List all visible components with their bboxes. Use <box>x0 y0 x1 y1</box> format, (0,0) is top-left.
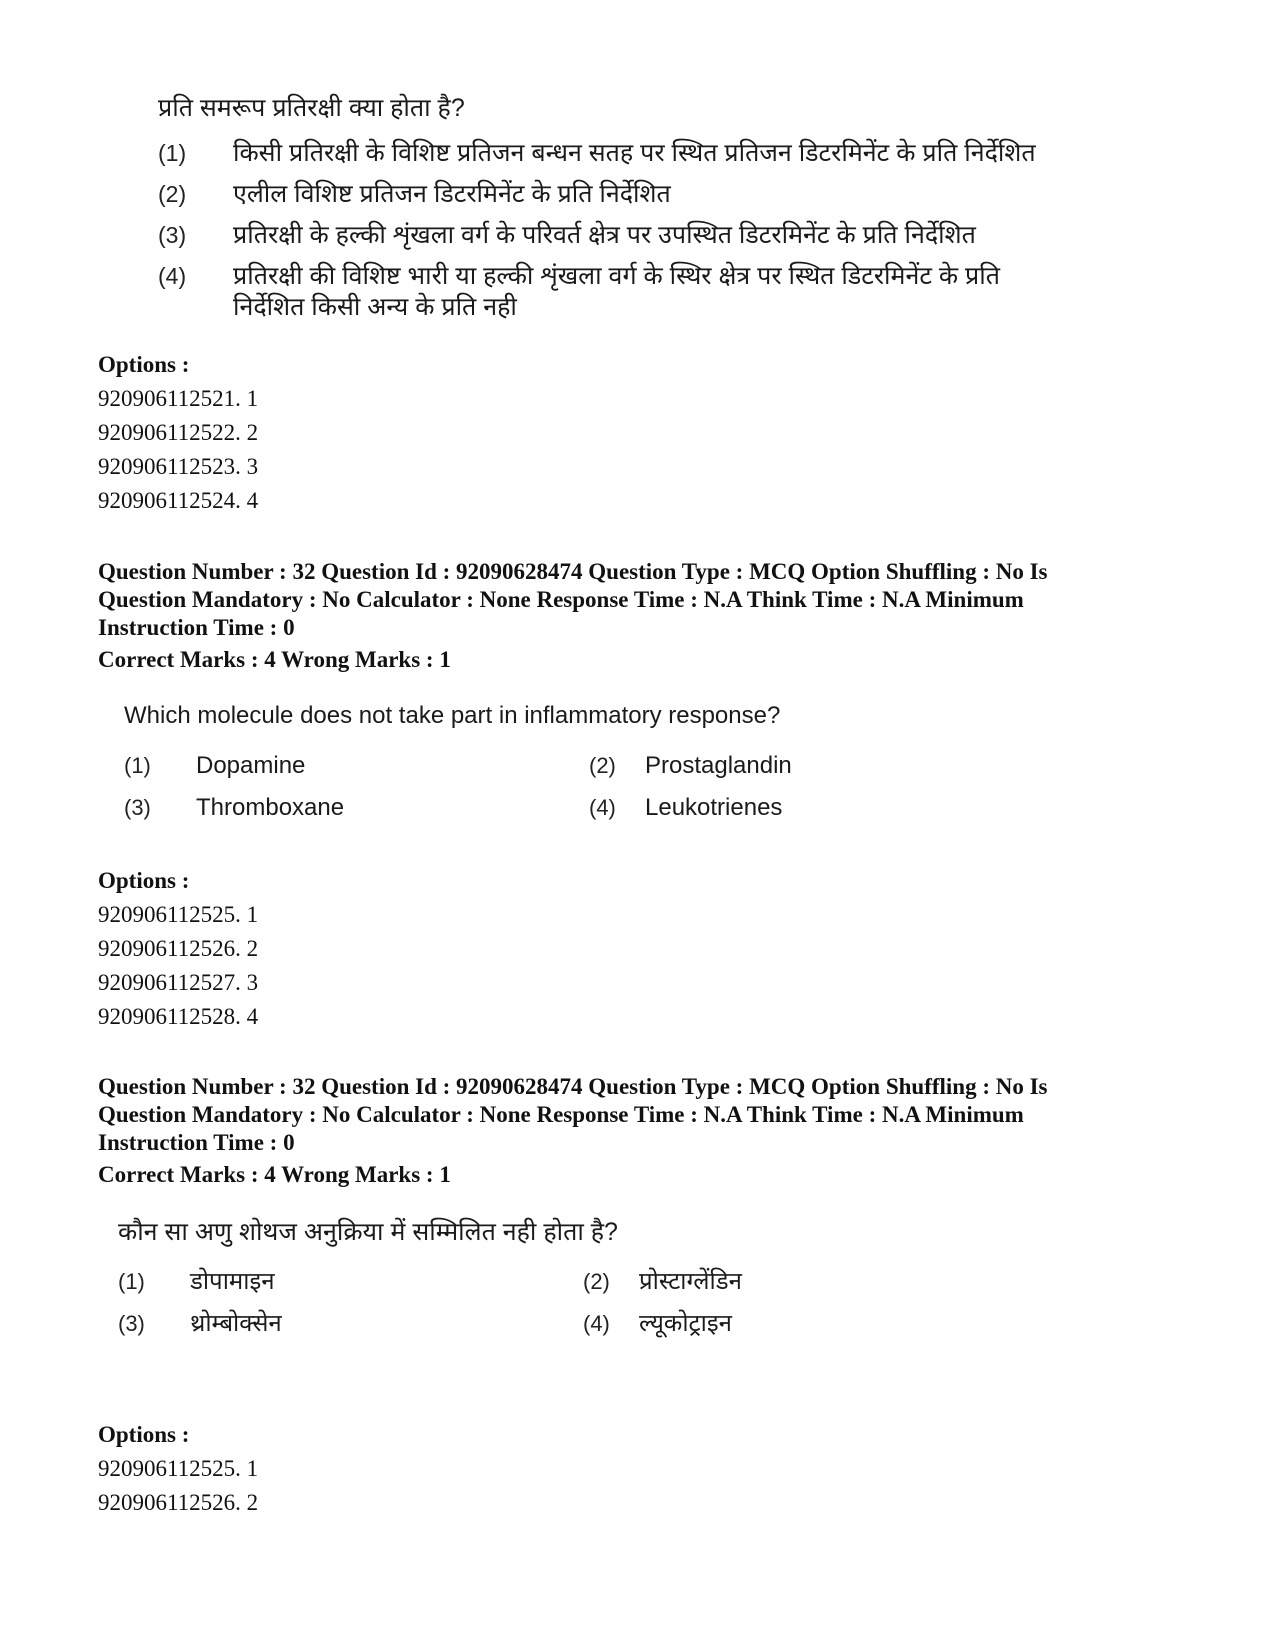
option-text: Thromboxane <box>196 794 345 821</box>
q32-en-question-block <box>124 700 1024 824</box>
option-text: थ्रोम्बोक्सेन <box>190 1310 282 1337</box>
option-id: 920906112521. 1 <box>98 386 259 411</box>
q31-option-4 <box>158 261 1018 323</box>
q32-hi-question-block <box>118 1216 1018 1340</box>
meta-line: Instruction Time : 0 <box>98 615 295 640</box>
q32-en-options-list <box>98 898 258 1034</box>
q32-en-marks: Correct Marks : 4 Wrong Marks : 1 <box>98 647 451 672</box>
q32-en-options-grid <box>124 750 1024 824</box>
meta-line: Instruction Time : 0 <box>98 1130 295 1155</box>
meta-line: Question Mandatory : No Calculator : None Response Time : N.A Think Time : N.A Minimum <box>98 1102 1024 1127</box>
option-id: 920906112524. 4 <box>98 488 259 513</box>
meta-line: Question Number : 32 Question Id : 92090628474 Question Type : MCQ Option Shuffling : No Is <box>98 1074 1048 1099</box>
q32-hi-marks: Correct Marks : 4 Wrong Marks : 1 <box>98 1162 451 1187</box>
q32-en-options-label: Options : <box>98 868 190 893</box>
option-number: (2) <box>589 753 616 778</box>
option-text: प्रोस्टाग्लेंडिन <box>639 1268 742 1295</box>
option-text: ल्यूकोट्राइन <box>639 1310 732 1337</box>
option-number: (1) <box>124 753 151 778</box>
option-number: (2) <box>583 1269 610 1294</box>
q32-hi-meta <box>98 1073 1138 1157</box>
option-id: 920906112522. 2 <box>98 420 259 445</box>
option-id: 920906112526. 2 <box>98 936 259 961</box>
q32-hi-stem: कौन सा अणु शोथज अनुक्रिया में सम्मिलित नही होता है? <box>118 1218 618 1246</box>
meta-line: Question Mandatory : No Calculator : None Response Time : N.A Think Time : N.A Minimum <box>98 587 1024 612</box>
option-number: (1) <box>158 140 187 166</box>
option-text: प्रतिरक्षी की विशिष्ट भारी या हल्की शृंखला वर्ग के स्थिर क्षेत्र पर स्थित डिटरमिनेंट के प्रति निर्देशित किसी अन्य के प्रति नही <box>233 262 1000 321</box>
option-text: Leukotrienes <box>645 794 783 821</box>
option-number: (3) <box>124 795 151 820</box>
q31-question-block <box>158 92 1098 323</box>
option-text: एलील विशिष्ट प्रतिजन डिटरमिनेंट के प्रति निर्देशित <box>233 180 671 208</box>
option-text: प्रतिरक्षी के हल्की शृंखला वर्ग के परिवर्त क्षेत्र पर उपस्थित डिटरमिनेंट के प्रति निर्देशित <box>233 221 976 249</box>
meta-line: Question Number : 32 Question Id : 92090628474 Question Type : MCQ Option Shuffling : No Is <box>98 559 1048 584</box>
option-number: (1) <box>118 1269 145 1294</box>
option-text: किसी प्रतिरक्षी के विशिष्ट प्रतिजन बन्धन सतह पर स्थित प्रतिजन डिटरमिनेंट के प्रति निर्देशित <box>233 139 1036 167</box>
option-number: (3) <box>158 222 187 248</box>
q31-options-list <box>98 382 258 518</box>
option-id: 920906112525. 1 <box>98 1456 259 1481</box>
q32-hi-options-label: Options : <box>98 1422 190 1447</box>
option-id: 920906112528. 4 <box>98 1004 259 1029</box>
option-text: Dopamine <box>196 752 306 779</box>
q32-en-stem: Which molecule does not take part in inflammatory response? <box>124 702 781 729</box>
option-text: Prostaglandin <box>645 752 792 779</box>
option-id: 920906112527. 3 <box>98 970 259 995</box>
option-number: (4) <box>583 1311 610 1336</box>
q31-options-label: Options : <box>98 352 190 377</box>
option-id: 920906112526. 2 <box>98 1490 259 1515</box>
option-number: (4) <box>589 795 616 820</box>
q31-option-3 <box>158 220 1098 251</box>
q32-hi-options-grid <box>118 1266 1018 1340</box>
option-text: डोपामाइन <box>190 1268 275 1295</box>
q31-option-2 <box>158 179 1098 210</box>
option-number: (3) <box>118 1311 145 1336</box>
q31-stem: प्रति समरूप प्रतिरक्षी क्या होता है? <box>158 94 465 122</box>
q32-hi-options-list <box>98 1452 258 1520</box>
q31-option-1 <box>158 138 1098 169</box>
q32-en-meta <box>98 558 1138 642</box>
option-number: (4) <box>158 263 187 289</box>
option-id: 920906112523. 3 <box>98 454 259 479</box>
option-number: (2) <box>158 181 187 207</box>
option-id: 920906112525. 1 <box>98 902 259 927</box>
